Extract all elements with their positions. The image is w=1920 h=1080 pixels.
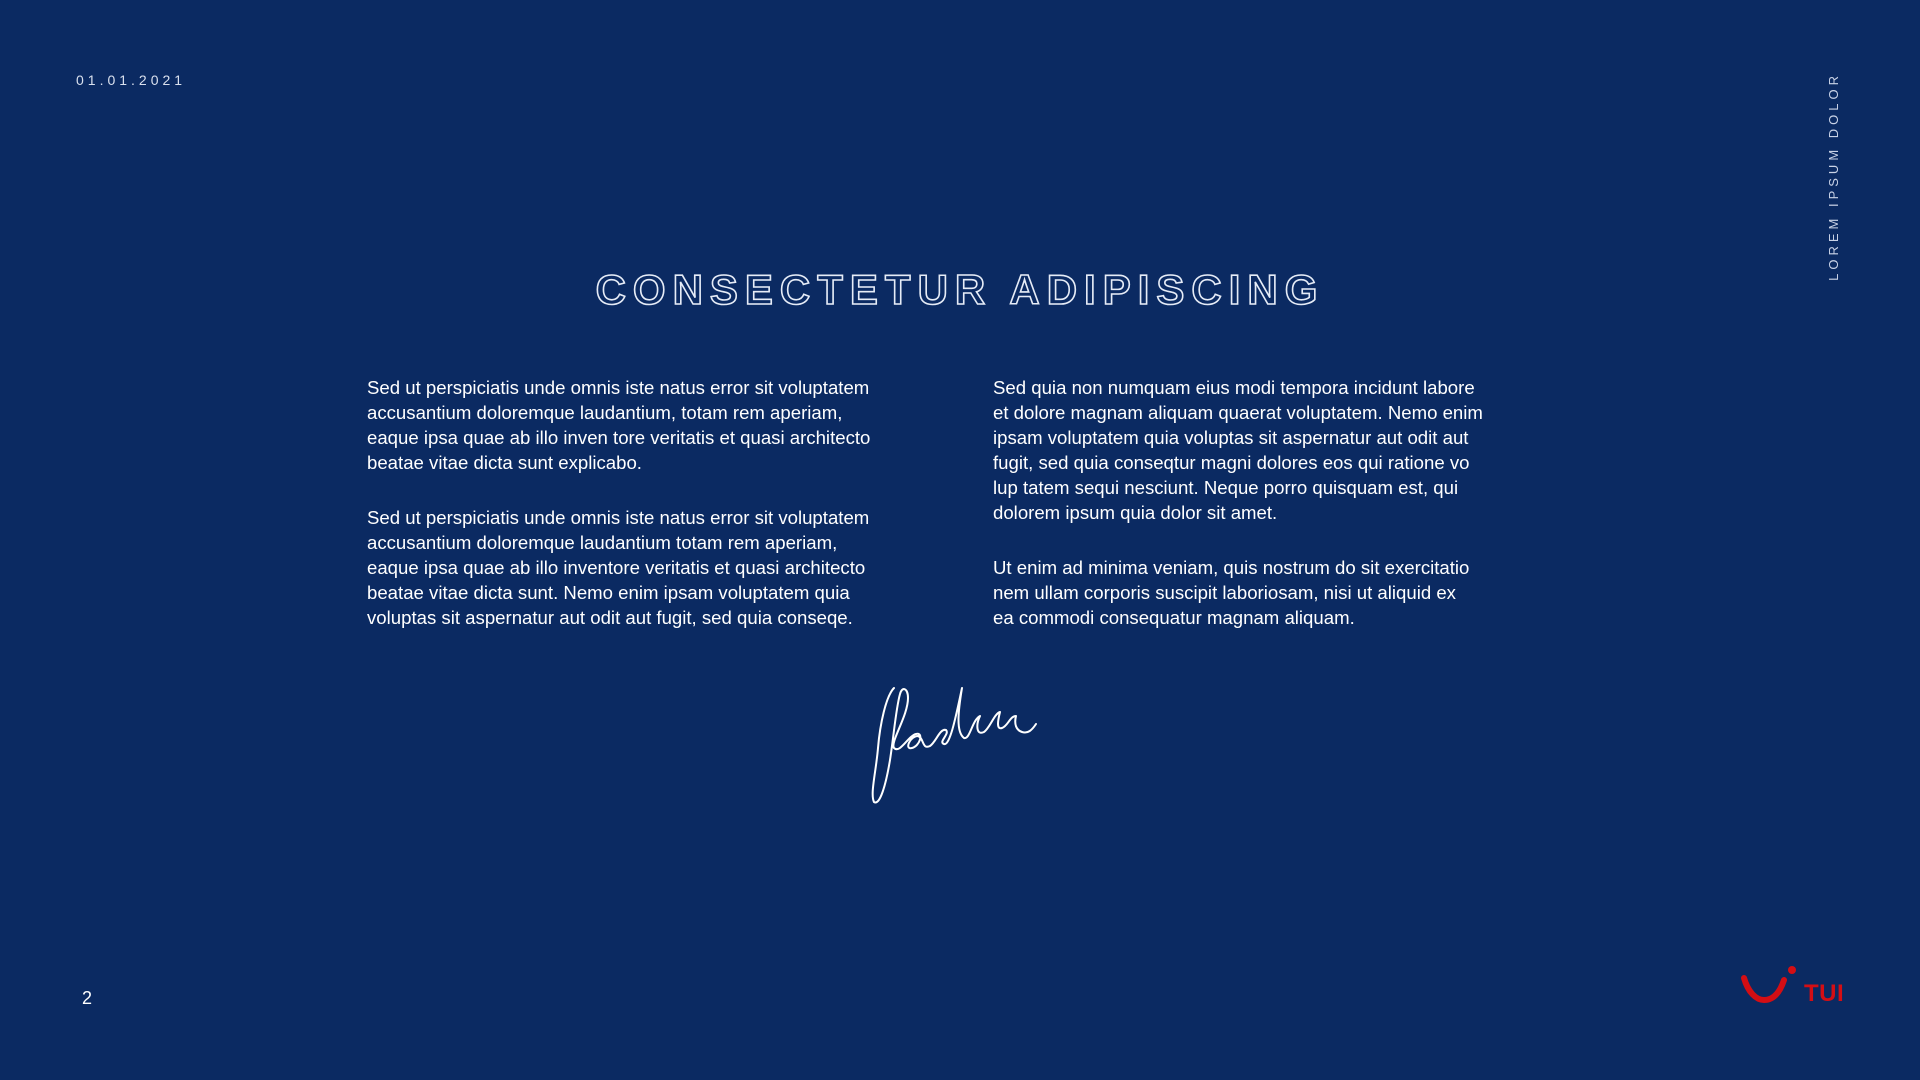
right-paragraph-1: Sed quia non numquam eius modi tempora incidunt labore et dolore magnam aliquam quaerat voluptatem. Nemo enim ipsam voluptatem quia voluptas sit aspernatur aut odit aut fugit, sed quia conseqtur magni dolores eos qui ratione vo lup tatem sequi nesciunt. Neque porro quisquam est, qui dolorem ipsum quia dolor sit amet.: [993, 377, 1483, 523]
tui-logo-text: TUI: [1804, 980, 1845, 1007]
side-label: LOREM IPSUM DOLOR: [1826, 72, 1841, 281]
right-text-column: [993, 375, 1563, 660]
left-paragraph-2: Sed ut perspiciatis unde omnis iste natus error sit voluptatem accusantium doloremque laudantium totam rem aperiam, eaque ipsa quae ab illo inventore veritatis et quasi architecto beatae vitae dicta sunt. Nemo enim ipsam voluptatem quia voluptas sit aspernatur aut odit aut fugit, sed quia conseqe.: [367, 507, 870, 628]
right-paragraph-2: Ut enim ad minima veniam, quis nostrum do sit exercitatio nem ullam corporis suscipit laboriosam, nisi ut aliquid ex ea commodi consequatur magnam aliquam.: [993, 557, 1470, 628]
page-number: 2: [82, 988, 93, 1008]
page-title: CONSECTETUR ADIPISCING: [595, 266, 1325, 313]
left-paragraph-1: Sed ut perspiciatis unde omnis iste natus error sit voluptatem accusantium doloremque laudantium, totam rem aperiam, eaque ipsa quae ab illo inven tore veritatis et quasi architecto beatae vitae dicta sunt explicabo.: [367, 377, 871, 473]
signature-icon: [860, 676, 1040, 816]
left-text-column: [367, 375, 937, 660]
date-label: 01.01.2021: [76, 72, 187, 88]
